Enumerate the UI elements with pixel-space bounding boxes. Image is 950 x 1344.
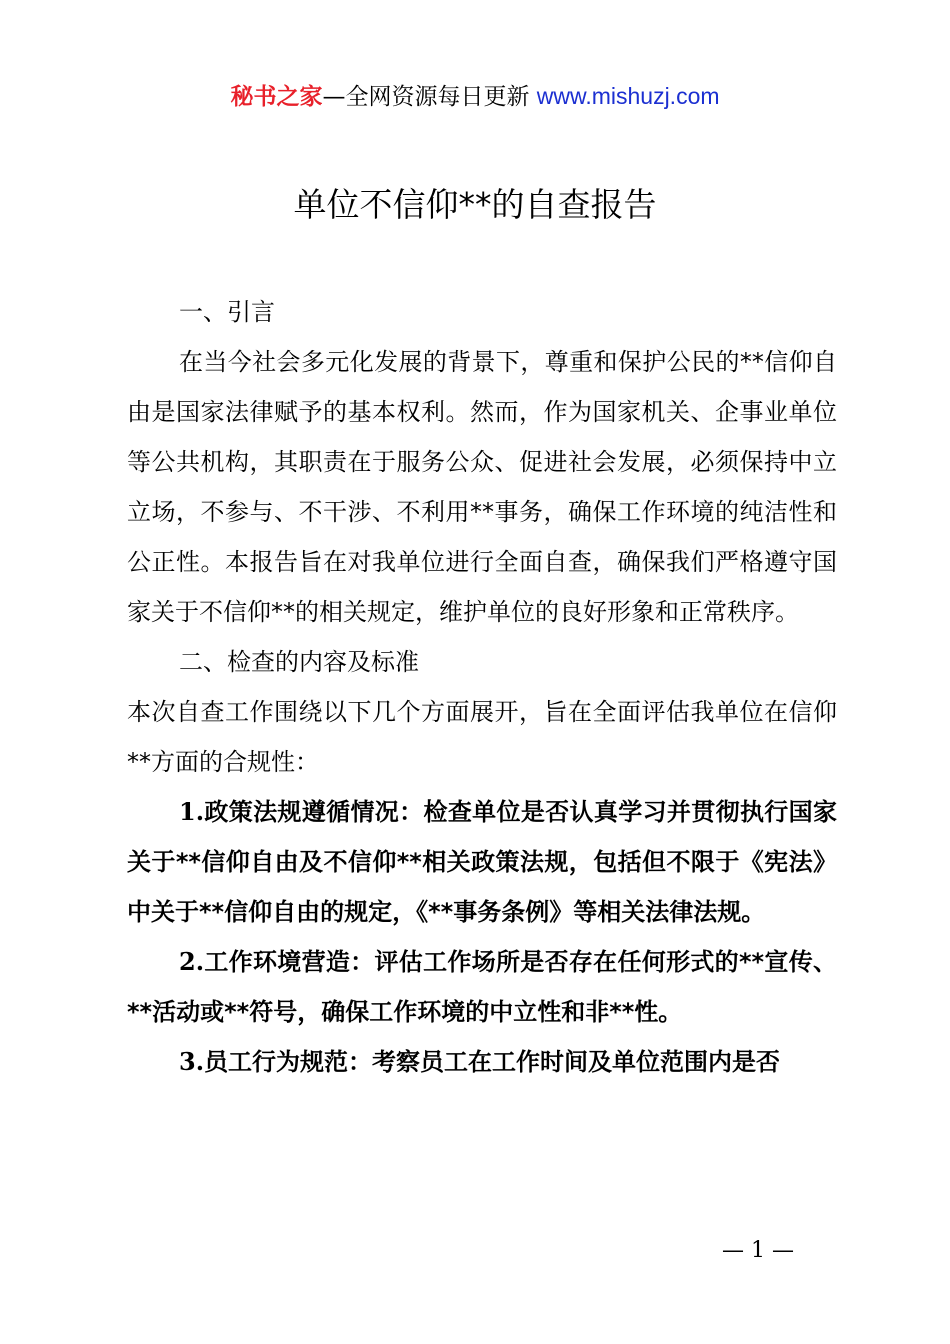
check-item-number: 2. [179,947,205,976]
check-item [127,1037,837,1087]
check-item [127,937,837,1037]
document-body [127,287,837,1087]
check-item-text: 员工行为规范：考察员工在工作时间及单位范围内是否 [204,1048,781,1076]
intro-paragraph: 在当今社会多元化发展的背景下，尊重和保护公民的**信仰自由是国家法律赋予的基本权利。然而，作为国家机关、企事业单位等公共机构，其职责在于服务公众、促进社会发展，必须保持中立立场，不参与、不干涉、不利用**事务，确保工作环境的纯洁性和公正性。本报告旨在对我单位进行全面自查，确保我们严格遵守国家关于不信仰**的相关规定，维护单位的良好形象和正常秩序。 [127,348,837,626]
site-header [0,80,950,113]
check-item [127,787,837,937]
check-item-number: 3. [179,1047,205,1076]
header-brand: 秘书之家 [230,84,323,110]
section-heading-content: 二、检查的内容及标准 [179,648,419,676]
header-site-link[interactable]: www.mishuzj.com [536,83,720,109]
section-heading-intro: 一、引言 [179,298,275,326]
check-item-text: 工作环境营造：评估工作场所是否存在任何形式的**宣传、**活动或**符号，确保工作环境的中立性和非**性。 [127,948,837,1026]
header-slogan: —全网资源每日更新 [322,84,530,110]
content-intro-paragraph: 本次自查工作围绕以下几个方面展开，旨在全面评估我单位在信仰**方面的合规性： [127,698,837,776]
page-number: — 1 — [722,1238,794,1263]
document-title: 单位不信仰**的自查报告 [293,185,657,224]
check-item-text: 政策法规遵循情况：检查单位是否认真学习并贯彻执行国家关于**信仰自由及不信仰**相关政策法规，包括但不限于《宪法》中关于**信仰自由的规定，《**事务条例》等相关法律法规。 [127,798,837,926]
check-item-number: 1. [179,797,205,826]
